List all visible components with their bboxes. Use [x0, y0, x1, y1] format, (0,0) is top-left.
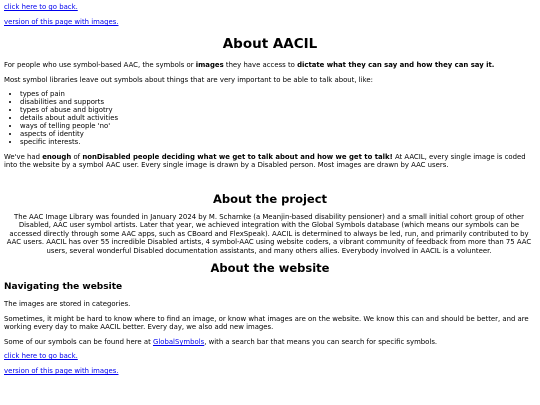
project-heading: About the project: [212, 192, 328, 206]
images-version-link[interactable]: version of this page with images.: [4, 18, 119, 26]
enough-bold-1: enough: [42, 153, 72, 161]
project-paragraph: The AAC Image Library was founded in January 2024 by M. Scharnke (a Meanjin-based disability pensioner) and a small initial cohort group of other Disabled, AAC user symbol artists. Later that year, we achieved integration with the Global Symbols database (which means our symbols can be accessed directly through some AAC apps, such as CBoard and FlexSpeak). AACIL is determined to always be led, run, and primarily contributed to by AAC users. AACIL has over 55 incredible Disabled artists, 4 symbol-AAC using website coders, a vibrant community of feedback from more than 75 AAC users, several wonderful Disabled documentation assistants, and many others allies. Everybody involved in AACIL is a volunteer.: [6, 213, 532, 255]
global-text-1: Some of our symbols can be found here at: [4, 338, 153, 346]
stored-paragraph: The images are stored in categories.: [4, 300, 131, 308]
intro-bold-images: images: [195, 61, 224, 69]
global-text-2: , with a search bar that means you can search for specific symbols.: [204, 338, 438, 346]
intro-bold-dictate: dictate what they can say and how they can say it.: [297, 61, 495, 69]
libraries-paragraph: Most symbol libraries leave out symbols about things that are very important to be able to talk about, like:: [4, 76, 373, 84]
global-symbols-paragraph: [4, 338, 534, 346]
list-item: • types of abuse and bigotry: [20, 106, 118, 114]
website-heading: About the website: [210, 261, 330, 275]
list-item: • specific interests.: [20, 138, 118, 146]
list-item: • details about adult activities: [20, 114, 118, 122]
sometimes-paragraph: Sometimes, it might be hard to know where to find an image, or know what images are on the website. We know this can and should be better, and are working every day to make AACIL better. Every day, we also add new images.: [4, 315, 529, 332]
enough-text-2: of: [71, 153, 83, 161]
enough-text-1: We've had: [4, 153, 43, 161]
list-item: • types of pain: [20, 90, 118, 98]
navigating-heading: Navigating the website: [4, 282, 123, 292]
back-link[interactable]: click here to go back.: [4, 3, 78, 11]
images-version-link-bottom[interactable]: version of this page with images.: [4, 367, 119, 375]
enough-paragraph: [4, 153, 534, 170]
enough-text-3: At AACIL, every single image is coded into the website by a symbol AAC user. Every single image is drawn by a Disabled person. Most images are drawn by AAC users.: [4, 153, 526, 170]
intro-text-2: they have access to: [223, 61, 298, 69]
back-link-bottom[interactable]: click here to go back.: [4, 352, 78, 360]
intro-paragraph: [4, 61, 534, 69]
missing-topics-list: [4, 90, 118, 146]
list-item: • ways of telling people 'no': [20, 122, 118, 130]
list-item: • disabilities and supports: [20, 98, 118, 106]
globalsymbols-link[interactable]: GlobalSymbols: [152, 338, 205, 346]
enough-bold-2: nonDisabled people deciding what we get to talk about and how we get to talk!: [82, 153, 393, 161]
list-item: • aspects of identity: [20, 130, 118, 138]
page-title: About AACIL: [222, 36, 318, 52]
intro-text-1: For people who use symbol-based AAC, the symbols or: [4, 61, 196, 69]
